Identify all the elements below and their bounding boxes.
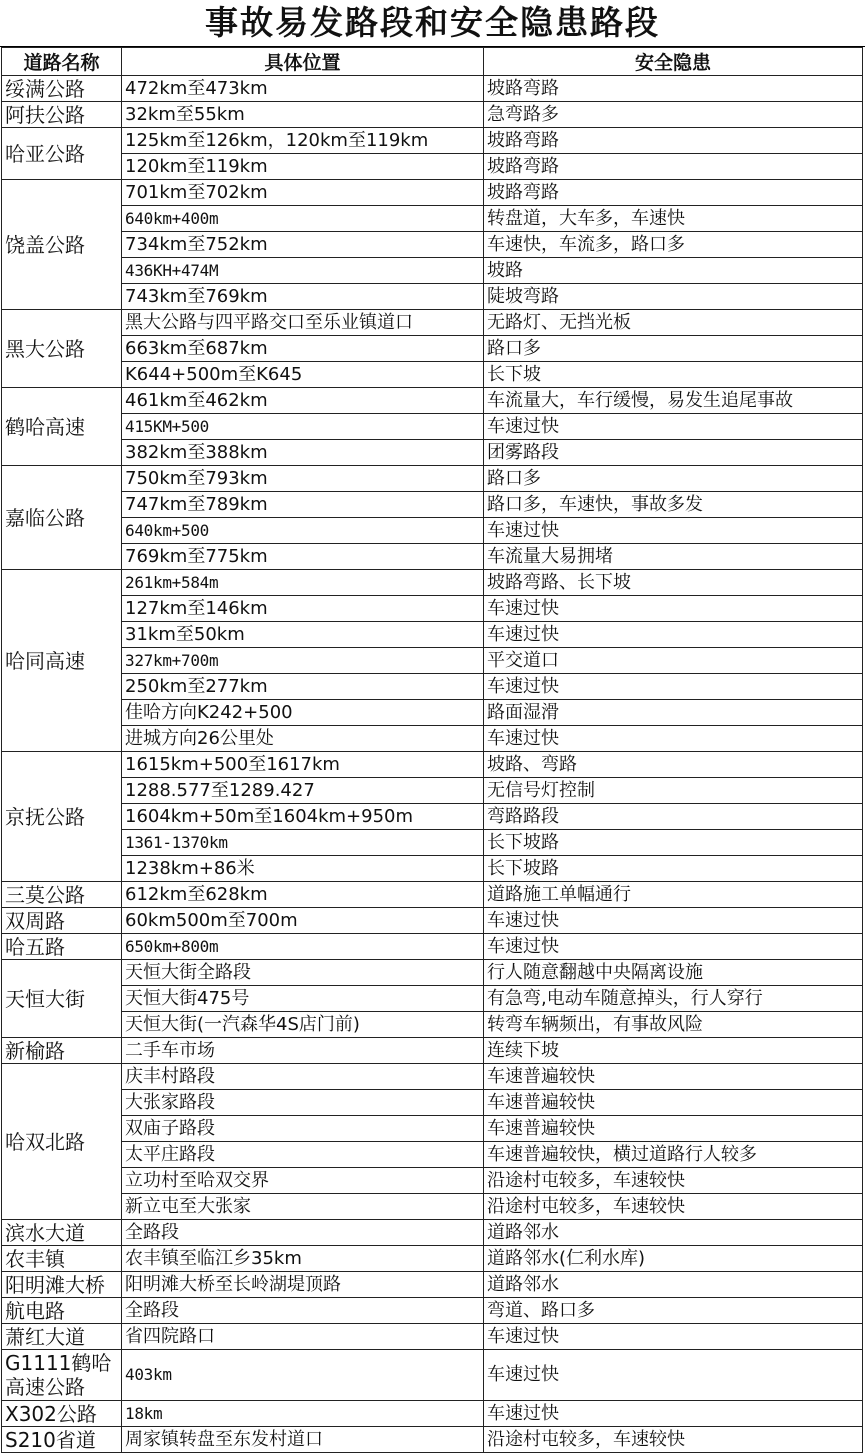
- road-name-cell: 哈同高速: [2, 570, 122, 752]
- hazard-cell: 道路邻水(仁利水库): [484, 1246, 863, 1272]
- table-row: [2, 1090, 863, 1116]
- road-name-cell: X302公路: [2, 1401, 122, 1427]
- hazard-cell: 车速普遍较快: [484, 1090, 863, 1116]
- location-cell: 全路段: [122, 1298, 484, 1324]
- table-row: [2, 206, 863, 232]
- hazard-cell: 长下坡路: [484, 856, 863, 882]
- table-row: [2, 1246, 863, 1272]
- hazard-cell: 路口多: [484, 466, 863, 492]
- header-road-name: 道路名称: [2, 48, 122, 76]
- table-row: [2, 1220, 863, 1246]
- road-name-cell: 双周路: [2, 908, 122, 934]
- hazard-cell: 无信号灯控制: [484, 778, 863, 804]
- location-cell: 18km: [122, 1401, 484, 1427]
- table-row: [2, 960, 863, 986]
- location-cell: 640km+400m: [122, 206, 484, 232]
- location-cell: 750km至793km: [122, 466, 484, 492]
- location-cell: 天恒大街全路段: [122, 960, 484, 986]
- table-row: [2, 856, 863, 882]
- hazard-cell: 急弯路多: [484, 102, 863, 128]
- table-header-row: [2, 48, 863, 76]
- location-cell: 472km至473km: [122, 76, 484, 102]
- table-row: [2, 180, 863, 206]
- road-name-cell: 饶盖公路: [2, 180, 122, 310]
- hazard-cell: 平交道口: [484, 648, 863, 674]
- table-row: [2, 544, 863, 570]
- location-cell: 省四院路口: [122, 1324, 484, 1350]
- table-row: [2, 336, 863, 362]
- hazard-cell: 道路邻水: [484, 1272, 863, 1298]
- road-name-cell: 天恒大街: [2, 960, 122, 1038]
- hazard-cell: 车速普遍较快，横过道路行人较多: [484, 1142, 863, 1168]
- location-cell: 佳哈方向K242+500: [122, 700, 484, 726]
- header-hazard: 安全隐患: [484, 48, 863, 76]
- road-name-cell: 三莫公路: [2, 882, 122, 908]
- hazard-cell: 坡路弯路: [484, 180, 863, 206]
- table-row: [2, 1012, 863, 1038]
- table-row: [2, 1272, 863, 1298]
- location-cell: 大张家路段: [122, 1090, 484, 1116]
- table-row: [2, 154, 863, 180]
- hazard-cell: 沿途村屯较多，车速较快: [484, 1168, 863, 1194]
- hazard-cell: 坡路弯路、长下坡: [484, 570, 863, 596]
- road-name-cell: 新榆路: [2, 1038, 122, 1064]
- location-cell: 127km至146km: [122, 596, 484, 622]
- location-cell: 天恒大街475号: [122, 986, 484, 1012]
- location-cell: 125km至126km，120km至119km: [122, 128, 484, 154]
- hazard-cell: 坡路弯路: [484, 128, 863, 154]
- hazard-cell: 长下坡路: [484, 830, 863, 856]
- hazard-cell: 道路邻水: [484, 1220, 863, 1246]
- table-row: [2, 440, 863, 466]
- road-name-cell: 京抚公路: [2, 752, 122, 882]
- location-cell: 阳明滩大桥至长岭湖堤顶路: [122, 1272, 484, 1298]
- location-cell: 382km至388km: [122, 440, 484, 466]
- table-row: [2, 1298, 863, 1324]
- location-cell: 立功村至哈双交界: [122, 1168, 484, 1194]
- location-cell: K644+500m至K645: [122, 362, 484, 388]
- location-cell: 1238km+86米: [122, 856, 484, 882]
- hazard-cell: 车速普遍较快: [484, 1064, 863, 1090]
- hazard-cell: 坡路: [484, 258, 863, 284]
- hazard-cell: 行人随意翻越中央隔离设施: [484, 960, 863, 986]
- hazard-cell: 路口多: [484, 336, 863, 362]
- hazard-cell: 车速过快: [484, 414, 863, 440]
- road-name-cell: 鹤哈高速: [2, 388, 122, 466]
- location-cell: 612km至628km: [122, 882, 484, 908]
- road-name-cell: 黑大公路: [2, 310, 122, 388]
- page-title: 事故易发路段和安全隐患路段: [0, 0, 865, 47]
- table-row: [2, 570, 863, 596]
- location-cell: 60km500m至700m: [122, 908, 484, 934]
- location-cell: 403km: [122, 1350, 484, 1401]
- table-row: [2, 128, 863, 154]
- hazard-cell: 车速过快: [484, 596, 863, 622]
- location-cell: 734km至752km: [122, 232, 484, 258]
- table-row: [2, 76, 863, 102]
- table-row: [2, 830, 863, 856]
- location-cell: 769km至775km: [122, 544, 484, 570]
- location-cell: 120km至119km: [122, 154, 484, 180]
- hazard-cell: 转弯车辆频出，有事故风险: [484, 1012, 863, 1038]
- hazard-cell: 坡路弯路: [484, 154, 863, 180]
- road-name-cell: 阳明滩大桥: [2, 1272, 122, 1298]
- table-row: [2, 1350, 863, 1401]
- table-row: [2, 596, 863, 622]
- table-row: [2, 362, 863, 388]
- table-row: [2, 518, 863, 544]
- road-name-cell: 阿扶公路: [2, 102, 122, 128]
- table-row: [2, 1142, 863, 1168]
- hazard-cell: 路口多，车速快，事故多发: [484, 492, 863, 518]
- hazard-cell: 车速普遍较快: [484, 1116, 863, 1142]
- road-name-cell: S210省道: [2, 1427, 122, 1453]
- location-cell: 新立屯至大张家: [122, 1194, 484, 1220]
- hazard-cell: 车速过快: [484, 622, 863, 648]
- hazard-cell: 车速过快: [484, 1350, 863, 1401]
- road-name-cell: 嘉临公路: [2, 466, 122, 570]
- table-row: [2, 1324, 863, 1350]
- location-cell: 庆丰村路段: [122, 1064, 484, 1090]
- location-cell: 650km+800m: [122, 934, 484, 960]
- location-cell: 1361-1370km: [122, 830, 484, 856]
- table-row: [2, 1427, 863, 1453]
- table-row: [2, 310, 863, 336]
- location-cell: 743km至769km: [122, 284, 484, 310]
- hazard-cell: 车速过快: [484, 1324, 863, 1350]
- table-row: [2, 778, 863, 804]
- road-name-cell: 萧红大道: [2, 1324, 122, 1350]
- hazard-cell: 转盘道，大车多，车速快: [484, 206, 863, 232]
- table-row: [2, 1064, 863, 1090]
- location-cell: 701km至702km: [122, 180, 484, 206]
- road-name-cell: 农丰镇: [2, 1246, 122, 1272]
- hazard-cell: 路面湿滑: [484, 700, 863, 726]
- road-name-cell: 航电路: [2, 1298, 122, 1324]
- hazard-cell: 沿途村屯较多，车速较快: [484, 1194, 863, 1220]
- table-row: [2, 908, 863, 934]
- table-row: [2, 934, 863, 960]
- location-cell: 太平庄路段: [122, 1142, 484, 1168]
- hazard-cell: 车速过快: [484, 726, 863, 752]
- table-row: [2, 1194, 863, 1220]
- road-name-cell: G1111鹤哈高速公路: [2, 1350, 122, 1401]
- road-name-cell: 绥满公路: [2, 76, 122, 102]
- location-cell: 261km+584m: [122, 570, 484, 596]
- table-row: [2, 700, 863, 726]
- hazard-cell: 车流量大，车行缓慢，易发生追尾事故: [484, 388, 863, 414]
- table-row: [2, 726, 863, 752]
- location-cell: 415KM+500: [122, 414, 484, 440]
- table-row: [2, 492, 863, 518]
- hazard-cell: 车速过快: [484, 908, 863, 934]
- location-cell: 640km+500: [122, 518, 484, 544]
- location-cell: 747km至789km: [122, 492, 484, 518]
- hazard-cell: 车速过快: [484, 518, 863, 544]
- location-cell: 1288.577至1289.427: [122, 778, 484, 804]
- table-row: [2, 232, 863, 258]
- table-row: [2, 882, 863, 908]
- table-row: [2, 102, 863, 128]
- hazard-cell: 连续下坡: [484, 1038, 863, 1064]
- location-cell: 黑大公路与四平路交口至乐业镇道口: [122, 310, 484, 336]
- table-row: [2, 1116, 863, 1142]
- table-row: [2, 466, 863, 492]
- hazard-cell: 车速过快: [484, 934, 863, 960]
- location-cell: 436KH+474M: [122, 258, 484, 284]
- hazard-cell: 坡路弯路: [484, 76, 863, 102]
- location-cell: 进城方向26公里处: [122, 726, 484, 752]
- table-row: [2, 284, 863, 310]
- hazard-cell: 沿途村屯较多，车速较快: [484, 1427, 863, 1453]
- location-cell: 二手车市场: [122, 1038, 484, 1064]
- location-cell: 327km+700m: [122, 648, 484, 674]
- hazard-cell: 长下坡: [484, 362, 863, 388]
- road-name-cell: 滨水大道: [2, 1220, 122, 1246]
- location-cell: 1615km+500至1617km: [122, 752, 484, 778]
- location-cell: 周家镇转盘至东发村道口: [122, 1427, 484, 1453]
- location-cell: 全路段: [122, 1220, 484, 1246]
- table-row: [2, 1168, 863, 1194]
- table-row: [2, 414, 863, 440]
- table-row: [2, 804, 863, 830]
- table-row: [2, 388, 863, 414]
- table-row: [2, 622, 863, 648]
- hazard-cell: 团雾路段: [484, 440, 863, 466]
- table-row: [2, 258, 863, 284]
- table-row: [2, 1401, 863, 1427]
- hazard-cell: 车速快，车流多，路口多: [484, 232, 863, 258]
- table-row: [2, 752, 863, 778]
- hazard-cell: 车速过快: [484, 1401, 863, 1427]
- header-location: 具体位置: [122, 48, 484, 76]
- hazard-cell: 车速过快: [484, 674, 863, 700]
- road-name-cell: 哈五路: [2, 934, 122, 960]
- table-row: [2, 674, 863, 700]
- table-row: [2, 1038, 863, 1064]
- road-name-cell: 哈亚公路: [2, 128, 122, 180]
- location-cell: 31km至50km: [122, 622, 484, 648]
- location-cell: 461km至462km: [122, 388, 484, 414]
- hazard-cell: 道路施工单幅通行: [484, 882, 863, 908]
- location-cell: 1604km+50m至1604km+950m: [122, 804, 484, 830]
- location-cell: 农丰镇至临江乡35km: [122, 1246, 484, 1272]
- location-cell: 天恒大街(一汽森华4S店门前): [122, 1012, 484, 1038]
- hazard-cell: 无路灯、无挡光板: [484, 310, 863, 336]
- hazard-cell: 陡坡弯路: [484, 284, 863, 310]
- location-cell: 250km至277km: [122, 674, 484, 700]
- hazard-cell: 坡路、弯路: [484, 752, 863, 778]
- table-body: [2, 76, 863, 1453]
- location-cell: 双庙子路段: [122, 1116, 484, 1142]
- location-cell: 663km至687km: [122, 336, 484, 362]
- road-name-cell: 哈双北路: [2, 1064, 122, 1220]
- hazard-cell: 弯道、路口多: [484, 1298, 863, 1324]
- table-row: [2, 986, 863, 1012]
- table-row: [2, 648, 863, 674]
- hazard-cell: 有急弯,电动车随意掉头，行人穿行: [484, 986, 863, 1012]
- location-cell: 32km至55km: [122, 102, 484, 128]
- hazard-road-table: [1, 47, 863, 1453]
- hazard-cell: 弯路路段: [484, 804, 863, 830]
- hazard-cell: 车流量大易拥堵: [484, 544, 863, 570]
